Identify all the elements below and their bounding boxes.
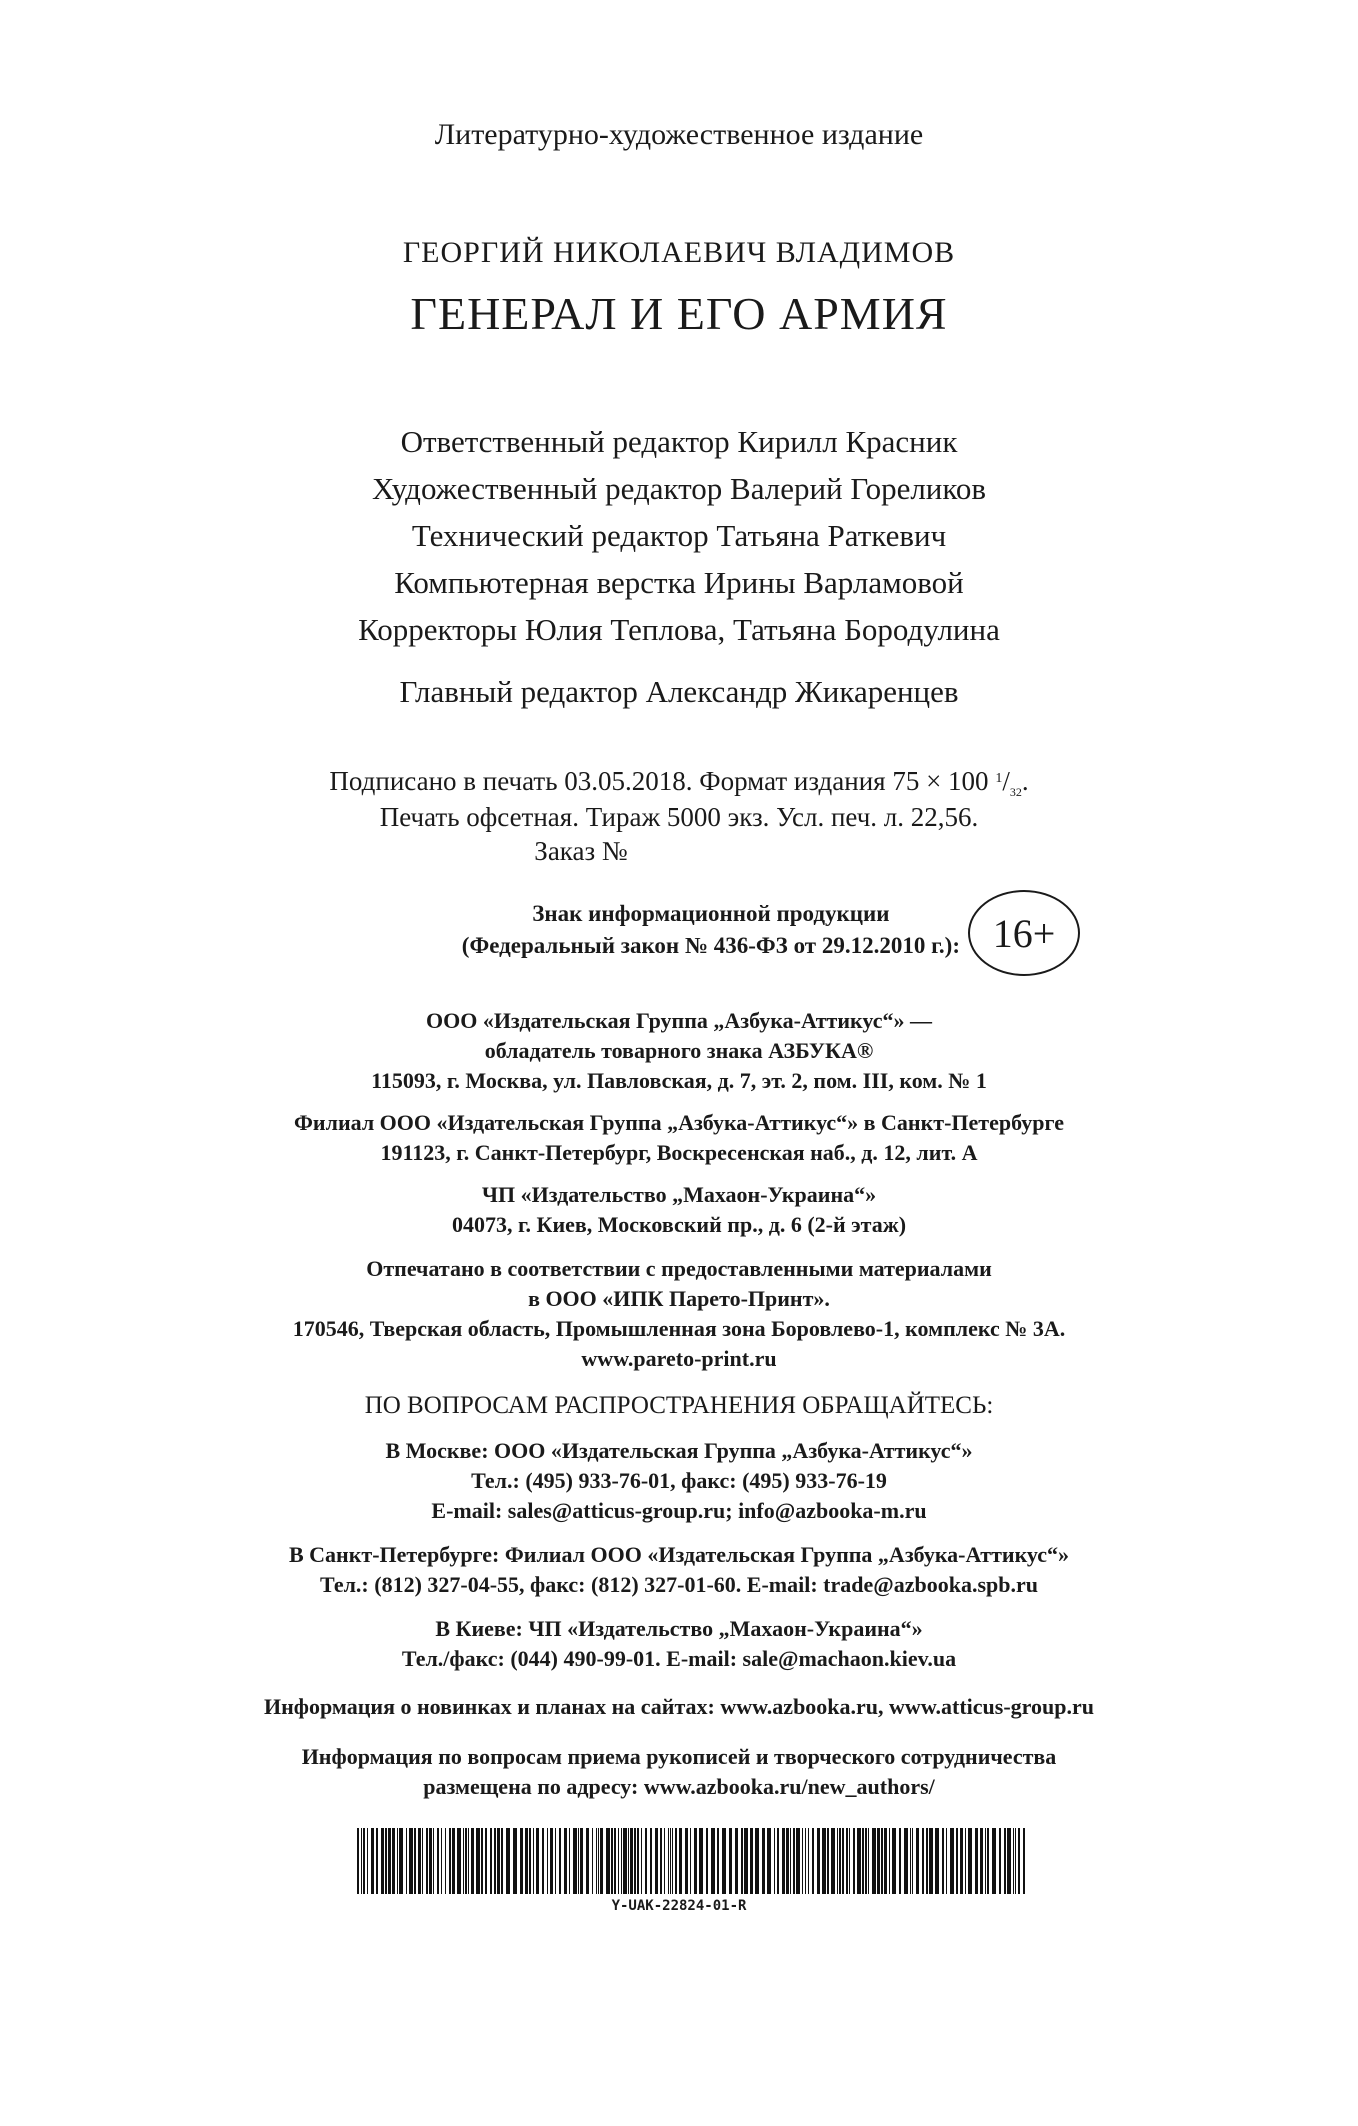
barcode-bar	[827, 1828, 829, 1894]
author-name: ГЕОРГИЙ НИКОЛАЕВИЧ ВЛАДИМОВ	[402, 236, 956, 269]
barcode-bar	[950, 1828, 954, 1894]
dist-spb-contacts: Тел.: (812) 327-04-55, факс: (812) 327-01-60. E-mail: trade@azbooka.spb.ru	[319, 1572, 1039, 1597]
barcode-bar	[790, 1828, 791, 1894]
barcode-bar	[910, 1828, 911, 1894]
dist-kiev-line: В Киеве: ЧП «Издательство „Махаон-Украина“»	[435, 1616, 923, 1641]
barcode-bar	[650, 1828, 652, 1894]
age-sign-label: Знак информационной продукции (Федеральный закон № 436-ФЗ от 29.12.2010 г.):	[461, 901, 960, 959]
barcode-bar	[987, 1828, 989, 1894]
barcode-bar	[839, 1828, 841, 1894]
barcode-bar	[862, 1828, 864, 1894]
barcode-bar	[664, 1828, 665, 1894]
barcode-bar	[513, 1828, 517, 1894]
barcode-bar	[497, 1828, 500, 1894]
barcode-bar	[457, 1828, 461, 1894]
barcode-bar	[926, 1828, 928, 1894]
barcode-bar	[433, 1828, 434, 1894]
barcode-bar	[437, 1828, 439, 1894]
barcode-bar	[533, 1828, 534, 1894]
barcode-bar	[935, 1828, 939, 1894]
barcode-bar	[363, 1828, 365, 1894]
barcode-bar	[655, 1828, 658, 1894]
barcode-bar	[793, 1828, 795, 1894]
barcode-bar	[426, 1828, 428, 1894]
barcode-bar	[529, 1828, 531, 1894]
credit-line: Технический редактор Татьяна Раткевич	[411, 518, 947, 553]
barcode-bar	[598, 1828, 599, 1894]
barcode-bar	[960, 1828, 963, 1894]
barcode-bar	[628, 1828, 629, 1894]
barcode-bar	[645, 1828, 647, 1894]
publisher-address: 115093, г. Москва, ул. Павловская, д. 7, эт. 2, пом. III, ком. № 1	[371, 1068, 987, 1093]
barcode-bar	[441, 1828, 442, 1894]
barcode-bar	[679, 1828, 682, 1894]
barcode-bar	[381, 1828, 384, 1894]
barcode-bar	[762, 1828, 765, 1894]
barcode-bar	[741, 1828, 743, 1894]
barcode-bar	[1007, 1828, 1011, 1894]
credit-line: Ответственный редактор Кирилл Красник	[400, 424, 958, 459]
barcode-bar	[889, 1828, 890, 1894]
imprint-line-2: Печать офсетная. Тираж 5000 экз. Усл. печ. л. 22,56.	[379, 802, 979, 832]
barcode-bar	[767, 1828, 771, 1894]
barcode-bar	[872, 1828, 876, 1894]
barcode-bar	[452, 1828, 455, 1894]
barcode-bar	[729, 1828, 732, 1894]
barcode-bar	[744, 1828, 748, 1894]
barcode-bar	[536, 1828, 539, 1894]
barcode-bar	[837, 1828, 838, 1894]
barcode-bar	[812, 1828, 814, 1894]
barcode-bar	[685, 1828, 688, 1894]
barcode-bar	[385, 1828, 387, 1894]
barcode-bar	[717, 1828, 719, 1894]
barcode-bar	[409, 1828, 413, 1894]
barcode-bar	[877, 1828, 880, 1894]
barcode-bar	[445, 1828, 446, 1894]
barcode-bar	[634, 1828, 636, 1894]
barcode-bar	[547, 1828, 548, 1894]
credit-line: Корректоры Юлия Теплова, Татьяна Бородулина	[358, 612, 1000, 647]
barcode-bar	[520, 1828, 523, 1894]
barcode-bar	[805, 1828, 806, 1894]
branch-spb-address: 191123, г. Санкт-Петербург, Воскресенская наб., д. 12, лит. А	[380, 1140, 978, 1165]
barcode-bar	[1013, 1828, 1014, 1894]
barcode-bar	[904, 1828, 908, 1894]
barcode-bar	[755, 1828, 759, 1894]
barcode-bar	[929, 1828, 933, 1894]
barcode-bar	[999, 1828, 1001, 1894]
barcode-bar	[388, 1828, 391, 1894]
dist-moscow-email: E-mail: sales@atticus-group.ru; info@azbooka-m.ru	[431, 1498, 927, 1523]
info-sites: Информация о новинках и планах на сайтах: www.azbooka.ru, www.atticus-group.ru	[264, 1694, 1094, 1719]
barcode-bar	[822, 1828, 826, 1894]
barcode-bar	[614, 1828, 616, 1894]
barcode-bar	[449, 1828, 451, 1894]
genre-line: Литературно-художественное издание	[434, 118, 924, 151]
barcode-bar	[376, 1828, 378, 1894]
imprint-line-1: Подписано в печать 03.05.2018. Формат издания 75 × 100 $^1/_{32}$.	[329, 766, 1029, 799]
barcode-bar	[750, 1828, 753, 1894]
printer-website: www.pareto-print.ru	[581, 1346, 777, 1371]
barcode-bar	[942, 1828, 944, 1894]
barcode-bar	[525, 1828, 528, 1894]
barcode-bar	[672, 1828, 673, 1894]
barcode-bar	[399, 1828, 403, 1894]
age-rating-badge: 16+	[968, 890, 1080, 976]
barcode-bar	[892, 1828, 896, 1894]
barcode-bar	[722, 1828, 726, 1894]
barcode-bar	[621, 1828, 622, 1894]
barcode-bar	[985, 1828, 986, 1894]
barcode-bar	[406, 1828, 407, 1894]
barcode-bar	[802, 1828, 803, 1894]
barcode-bar	[592, 1828, 593, 1894]
branch-spb-line: Филиал ООО «Издательская Группа „Азбука-Аттикус“» в Санкт-Петербурге	[294, 1110, 1064, 1135]
printer-line: Отпечатано в соответствии с предоставленными материалами	[366, 1256, 992, 1281]
barcode-bar	[569, 1828, 570, 1894]
barcode-bar	[1023, 1828, 1025, 1894]
barcode-bar	[846, 1828, 848, 1894]
barcode-bar	[706, 1828, 708, 1894]
barcode-bar	[618, 1828, 619, 1894]
barcode-bar	[922, 1828, 924, 1894]
barcode-bar	[899, 1828, 901, 1894]
barcode-bar	[668, 1828, 669, 1894]
barcode-bar	[660, 1828, 662, 1894]
barcode-bar	[611, 1828, 613, 1894]
barcode-bar	[580, 1828, 583, 1894]
barcode-bar	[975, 1828, 978, 1894]
barcode-bar	[559, 1828, 561, 1894]
barcode-bar	[600, 1828, 603, 1894]
barcode-bar	[956, 1828, 958, 1894]
barcode-text: Y-UAK-22824-01-R	[611, 1898, 747, 1914]
manuscripts-address: размещена по адресу: www.azbooka.ru/new_authors/	[423, 1774, 935, 1799]
barcode-bar	[670, 1828, 671, 1894]
barcode-bar	[777, 1828, 779, 1894]
barcode-bar	[630, 1828, 633, 1894]
barcode-bar	[361, 1828, 362, 1894]
barcode-bar	[831, 1828, 835, 1894]
publisher-line: обладатель товарного знака АЗБУКА®	[484, 1038, 874, 1063]
credit-line: Компьютерная верстка Ирины Варламовой	[394, 565, 964, 600]
barcode-bar	[471, 1828, 474, 1894]
barcode-bar	[699, 1828, 703, 1894]
barcode-bar	[865, 1828, 867, 1894]
barcode-bar	[711, 1828, 715, 1894]
barcode-bar	[564, 1828, 567, 1894]
printer-line: в ООО «ИПК Парето-Принт».	[528, 1286, 830, 1311]
branch-kiev-line: ЧП «Издательство „Махаон-Украина“»	[481, 1182, 877, 1207]
barcode-bar	[468, 1828, 469, 1894]
book-title: ГЕНЕРАЛ И ЕГО АРМИЯ	[410, 288, 948, 339]
barcode-bar	[881, 1828, 883, 1894]
publisher-line: ООО «Издательская Группа „Азбука-Аттикус“» —	[425, 1008, 932, 1033]
barcode-bar	[965, 1828, 966, 1894]
barcode-bar	[357, 1828, 359, 1894]
barcode-bar	[501, 1828, 503, 1894]
barcode-bar	[392, 1828, 395, 1894]
dist-kiev-contacts: Тел./факс: (044) 490-99-01. E-mail: sale@machaon.kiev.ua	[401, 1646, 957, 1671]
dist-moscow-line: В Москве: ООО «Издательская Группа „Азбука-Аттикус“»	[385, 1438, 973, 1463]
barcode-bar	[675, 1828, 677, 1894]
barcode-bar	[490, 1828, 492, 1894]
barcode-bar	[980, 1828, 983, 1894]
barcode-bar	[422, 1828, 423, 1894]
barcode-bar	[485, 1828, 487, 1894]
barcode-bar	[641, 1828, 642, 1894]
barcode-bar	[968, 1828, 972, 1894]
barcode-bar	[842, 1828, 844, 1894]
barcode-bar	[817, 1828, 820, 1894]
distribution-heading: ПО ВОПРОСАМ РАСПРОСТРАНЕНИЯ ОБРАЩАЙТЕСЬ:	[364, 1392, 994, 1419]
barcode-bar	[796, 1828, 800, 1894]
barcode-bar	[868, 1828, 869, 1894]
barcode-bar	[637, 1828, 639, 1894]
barcode-bar	[429, 1828, 432, 1894]
barcode-bar	[367, 1828, 368, 1894]
barcode-bar	[463, 1828, 464, 1894]
barcode-bar	[946, 1828, 947, 1894]
barcode-bar	[992, 1828, 996, 1894]
barcode-bar	[884, 1828, 887, 1894]
barcode-bar	[774, 1828, 775, 1894]
barcode-bar	[418, 1828, 421, 1894]
barcode-bar	[542, 1828, 544, 1894]
barcode-bar	[573, 1828, 577, 1894]
barcode-bar	[782, 1828, 785, 1894]
dist-moscow-phone: Тел.: (495) 933-76-01, факс: (495) 933-76-19	[471, 1468, 887, 1493]
dist-spb-line: В Санкт-Петербурге: Филиал ООО «Издательская Группа „Азбука-Аттикус“»	[288, 1542, 1070, 1567]
barcode-bar	[586, 1828, 589, 1894]
barcode-bar	[916, 1828, 919, 1894]
barcode-bar	[786, 1828, 789, 1894]
barcode-bar	[1004, 1828, 1006, 1894]
barcode-bar	[606, 1828, 610, 1894]
barcode-bar	[849, 1828, 850, 1894]
barcode-bar	[808, 1828, 809, 1894]
barcode-bar	[578, 1828, 579, 1894]
barcode-bar	[735, 1828, 738, 1894]
printer-address: 170546, Тверская область, Промышленная зона Боровлево-1, комплекс № 3А.	[292, 1316, 1066, 1341]
credit-line: Художественный редактор Валерий Гореликов	[371, 471, 987, 506]
manuscripts-line: Информация по вопросам приема рукописей и творческого сотрудничества	[301, 1744, 1057, 1769]
barcode-bar	[414, 1828, 416, 1894]
barcode-bar	[397, 1828, 398, 1894]
barcode-bar	[623, 1828, 627, 1894]
imprint-order: Заказ №	[534, 836, 628, 866]
barcode	[357, 1828, 1027, 1894]
barcode-bar	[371, 1828, 374, 1894]
barcode-bar	[694, 1828, 697, 1894]
barcode-bar	[1018, 1828, 1020, 1894]
barcode-bar	[555, 1828, 556, 1894]
barcode-bar	[853, 1828, 855, 1894]
branch-kiev-address: 04073, г. Киев, Московский пр., д. 6 (2-й этаж)	[451, 1212, 907, 1237]
barcode-bar	[481, 1828, 483, 1894]
barcode-bar	[857, 1828, 861, 1894]
chief-editor: Главный редактор Александр Жикаренцев	[399, 674, 959, 709]
barcode-bar	[690, 1828, 691, 1894]
barcode-bar	[506, 1828, 510, 1894]
barcode-bar	[550, 1828, 553, 1894]
barcode-bar	[465, 1828, 467, 1894]
barcode-bar	[476, 1828, 480, 1894]
barcode-bar	[912, 1828, 913, 1894]
barcode-bar	[494, 1828, 496, 1894]
barcode-bar	[596, 1828, 597, 1894]
barcode-bar	[1015, 1828, 1016, 1894]
